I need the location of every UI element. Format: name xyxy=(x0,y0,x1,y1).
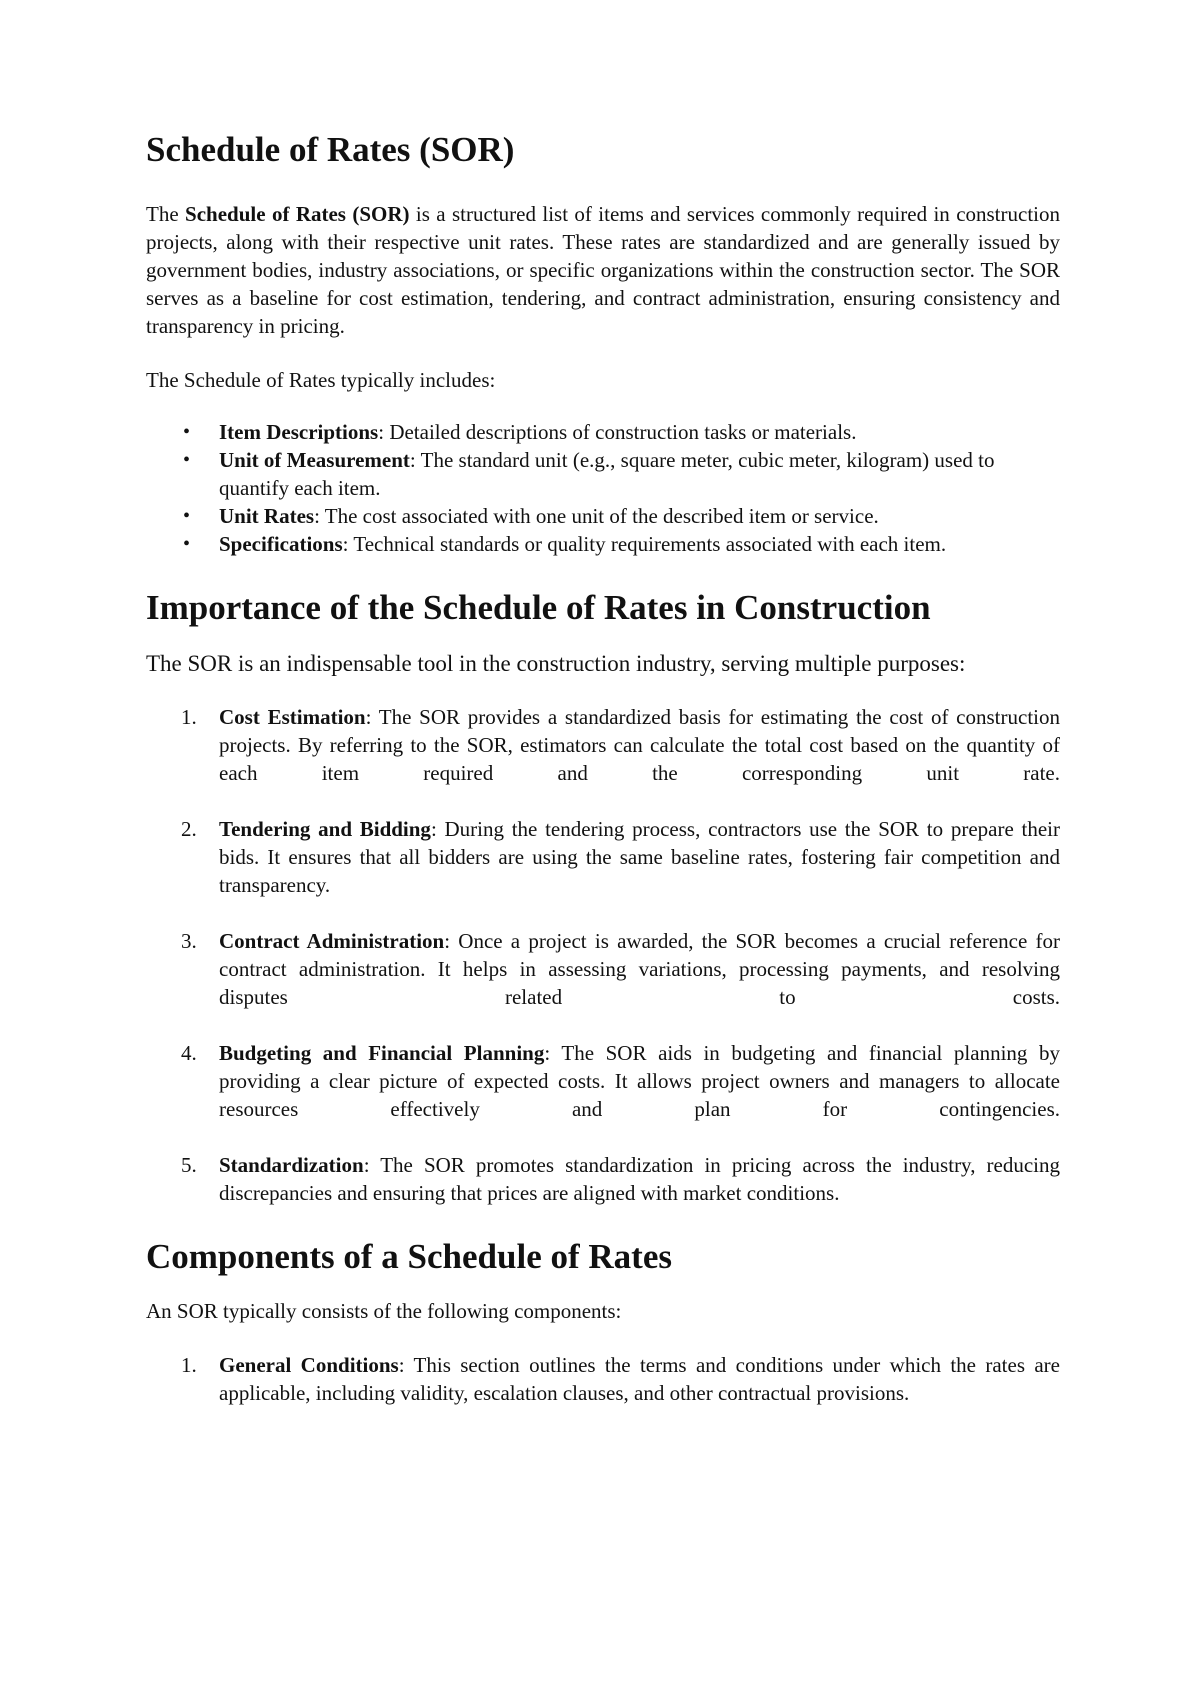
importance-lead: The SOR is an indispensable tool in the construction industry, serving multiple purposes: xyxy=(146,651,966,676)
bullet-icon: • xyxy=(183,533,191,555)
intro-bold-term: Schedule of Rates (SOR) xyxy=(185,202,410,226)
item-term: Cost Estimation xyxy=(219,705,366,729)
intro-the: The xyxy=(146,202,186,226)
item-term: General Conditions xyxy=(219,1353,399,1377)
item-term: Unit Rates xyxy=(219,504,315,528)
list-item xyxy=(183,502,1060,530)
intro-rest: is a structured list of items and services commonly required in construction projects, along with their respective unit rates. These rates are standardized and are generally issued by government bodies, industry associations, or specific organizations within the construction sector. The SOR serves as a baseline for cost estimation, tendering, and contract administration, ensuring consistency and transparency in pricing. xyxy=(146,202,1060,338)
intro-paragraph xyxy=(146,200,1060,340)
item-text: : The cost associated with one unit of the described item or service. xyxy=(314,504,879,528)
item-text: : This section outlines the terms and conditions under which the rates are applicable, including validity, escalation clauses, and other contractual provisions. xyxy=(219,1353,1060,1405)
item-text: : The standard unit (e.g., square meter, cubic meter, kilogram) used to quantify each item. xyxy=(219,448,995,500)
bullet-icon: • xyxy=(183,449,191,471)
includes-lead: The Schedule of Rates typically includes: xyxy=(146,368,496,392)
bullet-icon: • xyxy=(183,421,191,443)
list-item xyxy=(181,703,1060,787)
item-number: 1. xyxy=(181,705,197,729)
item-text: : The SOR provides a standardized basis for estimating the cost of construction projects. By referring to the SOR, estimators can calculate the total cost based on the quantity of each item required and the corresponding unit rate. xyxy=(219,705,1060,785)
importance-heading: Importance of the Schedule of Rates in Construction xyxy=(146,588,931,627)
components-lead: An SOR typically consists of the following components: xyxy=(146,1299,622,1323)
item-term: Unit of Measurement xyxy=(219,448,410,472)
item-text: : Once a project is awarded, the SOR becomes a crucial reference for contract administration. It helps in assessing variations, processing payments, and resolving disputes related to costs. xyxy=(219,929,1060,1009)
list-item xyxy=(181,1351,1060,1407)
page-title: Schedule of Rates (SOR) xyxy=(146,130,515,169)
item-text: : Detailed descriptions of construction tasks or materials. xyxy=(378,420,857,444)
item-term: Budgeting and Financial Planning xyxy=(219,1041,545,1065)
list-item xyxy=(181,1151,1060,1207)
components-heading: Components of a Schedule of Rates xyxy=(146,1237,672,1276)
includes-list xyxy=(146,418,1060,558)
item-term: Item Descriptions xyxy=(219,420,379,444)
document-page xyxy=(146,128,1060,1435)
list-item xyxy=(181,1039,1060,1123)
item-term: Specifications xyxy=(219,532,343,556)
importance-list xyxy=(146,703,1060,1207)
item-number: 5. xyxy=(181,1153,197,1177)
bullet-icon: • xyxy=(183,505,191,527)
item-term: Standardization xyxy=(219,1153,364,1177)
list-item xyxy=(181,815,1060,899)
list-item xyxy=(183,418,1060,446)
list-item xyxy=(181,927,1060,1011)
list-item xyxy=(183,530,1060,558)
item-text: : The SOR aids in budgeting and financial planning by providing a clear picture of expected costs. It allows project owners and managers to allocate resources effectively and plan for contingencies. xyxy=(219,1041,1060,1121)
item-text: : During the tendering process, contractors use the SOR to prepare their bids. It ensures that all bidders are using the same baseline rates, fostering fair competition and transparency. xyxy=(219,817,1060,897)
item-text: : Technical standards or quality requirements associated with each item. xyxy=(342,532,947,556)
item-number: 1. xyxy=(181,1353,197,1377)
list-item xyxy=(183,446,1060,502)
item-term: Tendering and Bidding xyxy=(219,817,431,841)
item-number: 2. xyxy=(181,817,197,841)
item-number: 3. xyxy=(181,929,197,953)
item-number: 4. xyxy=(181,1041,197,1065)
item-text: : The SOR promotes standardization in pricing across the industry, reducing discrepancies and ensuring that prices are aligned with market conditions. xyxy=(219,1153,1060,1205)
item-term: Contract Administration xyxy=(219,929,445,953)
components-list xyxy=(146,1351,1060,1407)
